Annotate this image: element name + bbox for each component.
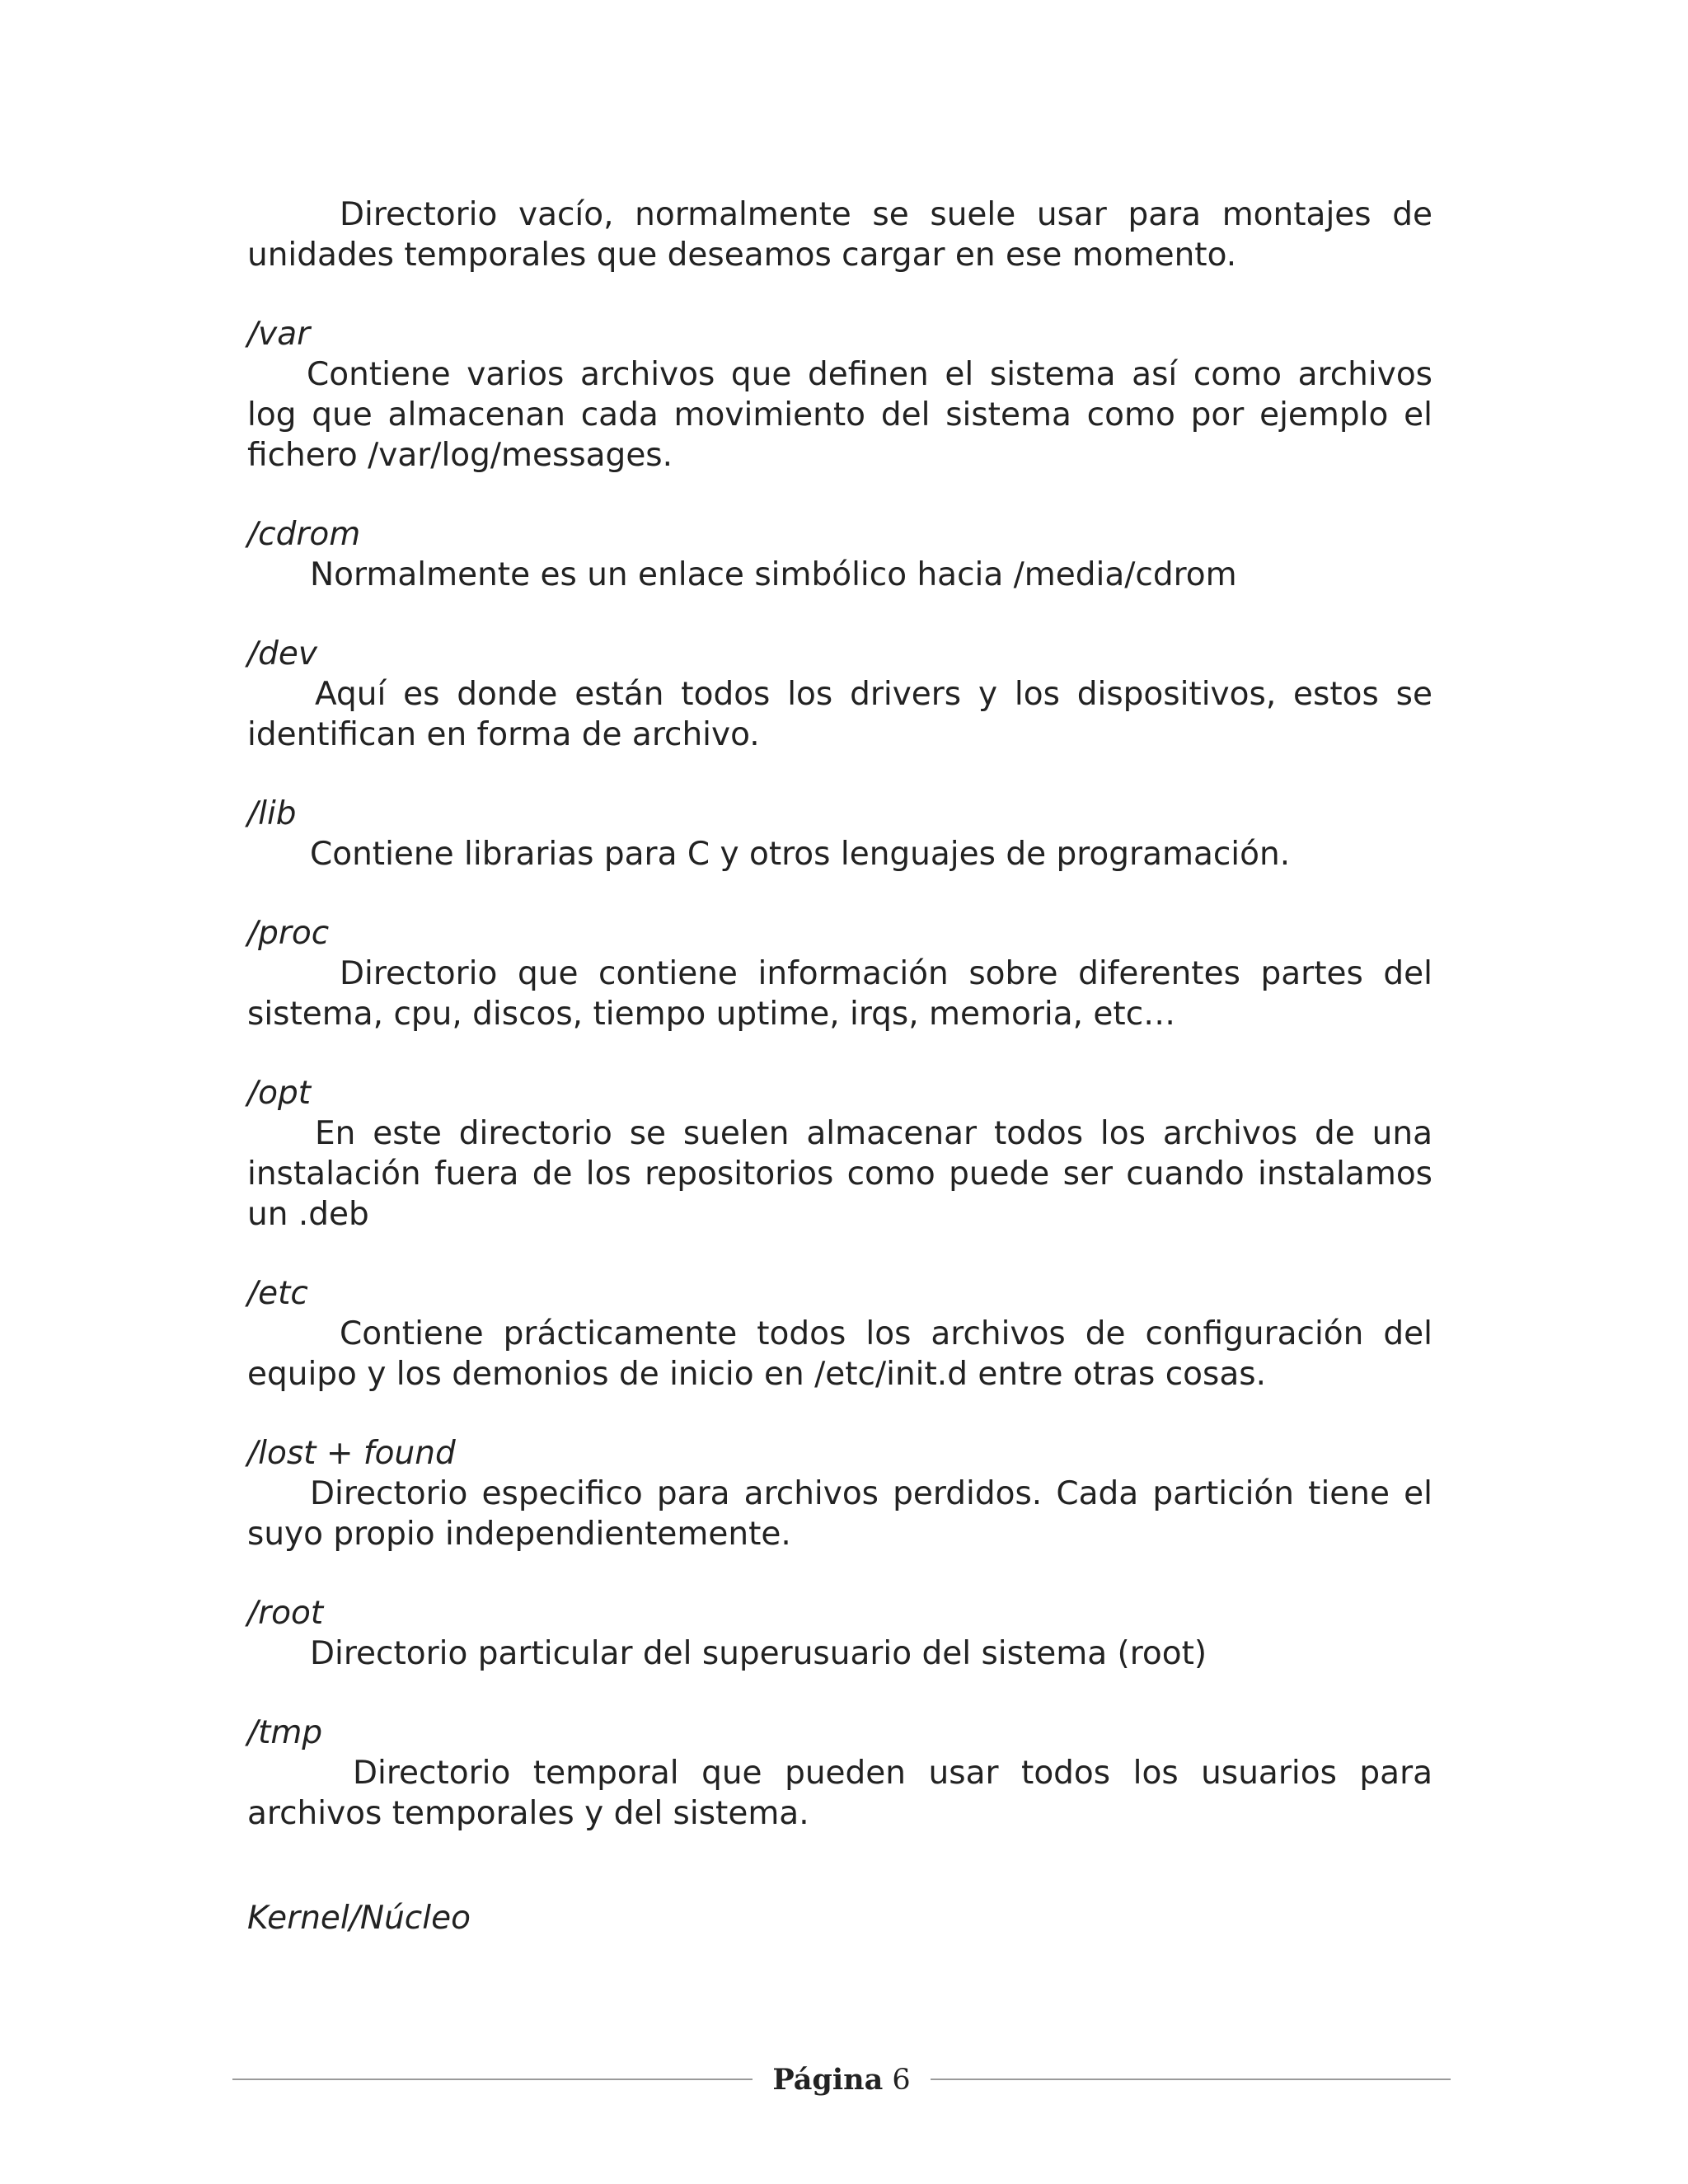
footer-rule-left <box>232 2079 753 2080</box>
directory-title: /opt <box>247 1075 312 1112</box>
directory-description: En este directorio se suelen almacenar todos los archivos de una instalación fuera de los repositorios como puede ser cuando instalamos un .deb <box>247 1115 1432 1233</box>
directory-entry-cdrom <box>247 514 1432 595</box>
page-body <box>247 194 1432 1872</box>
directory-description: Directorio que contiene información sobre diferentes partes del sistema, cpu, discos, tiempo uptime, irqs, memoria, etc… <box>247 955 1432 1033</box>
directory-entry-var <box>247 314 1432 476</box>
directory-description: Directorio temporal que pueden usar todos los usuarios para archivos temporales y del sistema. <box>247 1755 1432 1832</box>
directory-description: Contiene varios archivos que definen el sistema así como archivos log que almacenan cada movimiento del sistema como por ejemplo el fichero /var/log/messages. <box>247 356 1432 474</box>
directory-title: /tmp <box>247 1714 323 1751</box>
directory-title: /root <box>247 1595 324 1632</box>
directory-entry-tmp <box>247 1713 1432 1834</box>
directory-title: /proc <box>247 915 330 952</box>
directory-description: Aquí es donde están todos los drivers y los dispositivos, estos se identifican en forma de archivo. <box>247 676 1432 753</box>
directory-title: /etc <box>247 1275 308 1312</box>
directory-description: Directorio particular del superusuario del sistema (root) <box>310 1635 1207 1672</box>
directory-entry-root <box>247 1593 1432 1674</box>
directory-entry-lib <box>247 794 1432 874</box>
footer-rule-right <box>931 2079 1451 2080</box>
directory-title: /lost + found <box>247 1435 456 1472</box>
directory-description: Directorio especifico para archivos perdidos. Cada partición tiene el suyo propio independientemente. <box>247 1475 1432 1553</box>
footer-page-number: 6 <box>892 2063 911 2097</box>
intro-paragraph: Directorio vacío, normalmente se suele usar para montajes de unidades temporales que deseamos cargar en ese momento. <box>247 196 1432 274</box>
directory-title: /lib <box>247 795 297 832</box>
directory-description: Contiene librarias para C y otros lenguajes de programación. <box>310 836 1291 873</box>
directory-entry-etc <box>247 1273 1432 1394</box>
section-heading-kernel: Kernel/Núcleo <box>247 1900 471 1937</box>
directory-description: Contiene prácticamente todos los archivos de configuración del equipo y los demonios de inicio en /etc/init.d entre otras cosas. <box>247 1315 1432 1393</box>
directory-title: /dev <box>247 635 317 673</box>
page-number-label <box>753 2063 930 2097</box>
directory-entry-opt <box>247 1073 1432 1235</box>
directory-title: /var <box>247 316 311 353</box>
page-footer <box>232 2059 1451 2100</box>
directory-description: Normalmente es un enlace simbólico hacia /media/cdrom <box>310 556 1237 593</box>
directory-title: /cdrom <box>247 516 361 553</box>
directory-entry-proc <box>247 913 1432 1034</box>
footer-page-word: Página <box>772 2062 884 2097</box>
directory-entry-dev <box>247 634 1432 755</box>
directory-entry-lost-found <box>247 1433 1432 1554</box>
